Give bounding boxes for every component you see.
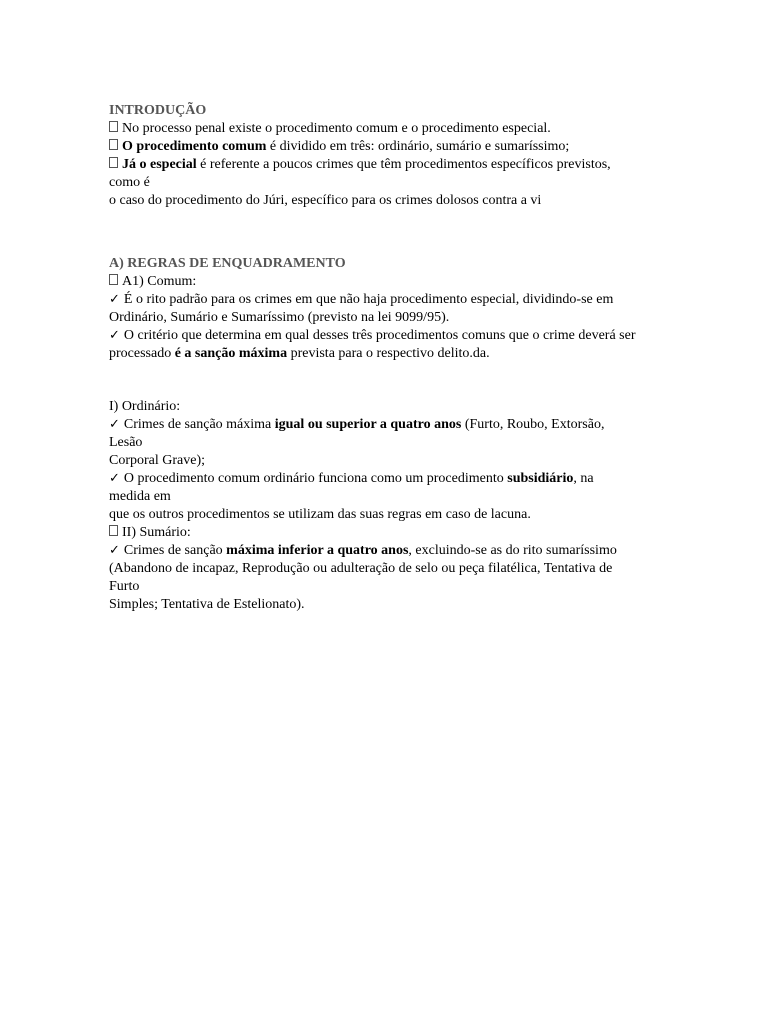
ordinario-check-1-bold: igual ou superior a quatro anos — [274, 417, 462, 432]
regras-heading: A) REGRAS DE ENQUADRAMENTO — [109, 256, 346, 271]
ordinario-check-2-rest: , na — [573, 471, 594, 486]
ordinario-check-1-rest: (Furto, Roubo, Extorsão, — [461, 417, 605, 432]
regras-check-2-line-2-rest: prevista para o respectivo delito.da. — [287, 346, 490, 361]
ordinario-check-2-line-2: medida em — [109, 489, 171, 504]
intro-line-1-text: No processo penal existe o procedimento comum e o procedimento especial. — [122, 121, 551, 136]
ordinario-check-1-start: Crimes de sanção máxima — [123, 417, 275, 432]
regras-check-2 — [109, 327, 709, 345]
check-mark-icon: ✓ — [109, 417, 120, 432]
ordinario-check-1-line-3: Corporal Grave); — [109, 453, 206, 468]
regras-check-1-line-2: Ordinário, Sumário e Sumaríssimo (previsto na lei 9099/95). — [109, 310, 450, 325]
regras-check-2-text: O critério que determina em qual desses três procedimentos comuns que o crime deverá ser — [123, 328, 636, 343]
bullet-icon — [109, 274, 118, 285]
check-mark-icon: ✓ — [109, 471, 120, 486]
ordinario-check-2 — [109, 470, 709, 488]
intro-line-2 — [109, 138, 709, 156]
intro-line-2-bold: O procedimento comum — [122, 139, 267, 154]
check-mark-icon: ✓ — [109, 543, 120, 558]
ordinario-check-1 — [109, 416, 709, 434]
document-page — [109, 102, 709, 614]
bullet-icon — [109, 157, 118, 168]
ordinario-check-2-bold: subsidiário — [507, 471, 574, 486]
regras-check-2-line-2-bold: é a sanção máxima — [174, 346, 288, 361]
regras-check-1-text: É o rito padrão para os crimes em que não haja procedimento especial, dividindo-se em — [123, 292, 614, 307]
sumario-line-4: Simples; Tentativa de Estelionato). — [109, 597, 305, 612]
regras-check-1 — [109, 291, 709, 309]
check-mark-icon: ✓ — [109, 292, 120, 307]
ordinario-check-1-line-2: Lesão — [109, 435, 143, 450]
sumario-check-1-bold: máxima inferior a quatro anos — [226, 543, 409, 558]
bullet-icon — [109, 121, 118, 132]
bullet-icon — [109, 139, 118, 150]
regras-a1 — [109, 273, 709, 291]
sumario-line-3: Furto — [109, 579, 140, 594]
bullet-icon — [109, 525, 118, 536]
sumario-check-1-start: Crimes de sanção — [123, 543, 227, 558]
intro-line-3-text: é referente a poucos crimes que têm procedimentos específicos previstos, — [196, 157, 611, 172]
ordinario-check-2-start: O procedimento comum ordinário funciona como um procedimento — [123, 471, 508, 486]
regras-check-2-line-2-start: processado — [109, 346, 175, 361]
intro-line-4: como é — [109, 175, 150, 190]
ordinario-heading: I) Ordinário: — [109, 399, 181, 414]
intro-line-3 — [109, 156, 709, 174]
section-gap — [109, 363, 709, 398]
regras-a1-text: A1) Comum: — [122, 274, 197, 289]
check-mark-icon: ✓ — [109, 328, 120, 343]
sumario-heading: II) Sumário: — [122, 525, 191, 540]
intro-line-2-text: é dividido em três: ordinário, sumário e sumaríssimo; — [266, 139, 570, 154]
ordinario-check-2-line-3: que os outros procedimentos se utilizam das suas regras em caso de lacuna. — [109, 507, 531, 522]
sumario-line-2: (Abandono de incapaz, Reprodução ou adulteração de selo ou peça filatélica, Tentativa de — [109, 561, 613, 576]
intro-line-3-bold: Já o especial — [122, 157, 197, 172]
intro-heading: INTRODUÇÃO — [109, 103, 207, 118]
intro-line-5: o caso do procedimento do Júri, específico para os crimes dolosos contra a vi — [109, 193, 542, 208]
intro-line-1 — [109, 120, 709, 138]
regras-check-2-line-2 — [109, 345, 709, 363]
sumario-heading-line — [109, 524, 709, 542]
sumario-check-1 — [109, 542, 709, 560]
section-gap — [109, 210, 709, 255]
sumario-check-1-rest: , excluindo-se as do rito sumaríssimo — [408, 543, 617, 558]
